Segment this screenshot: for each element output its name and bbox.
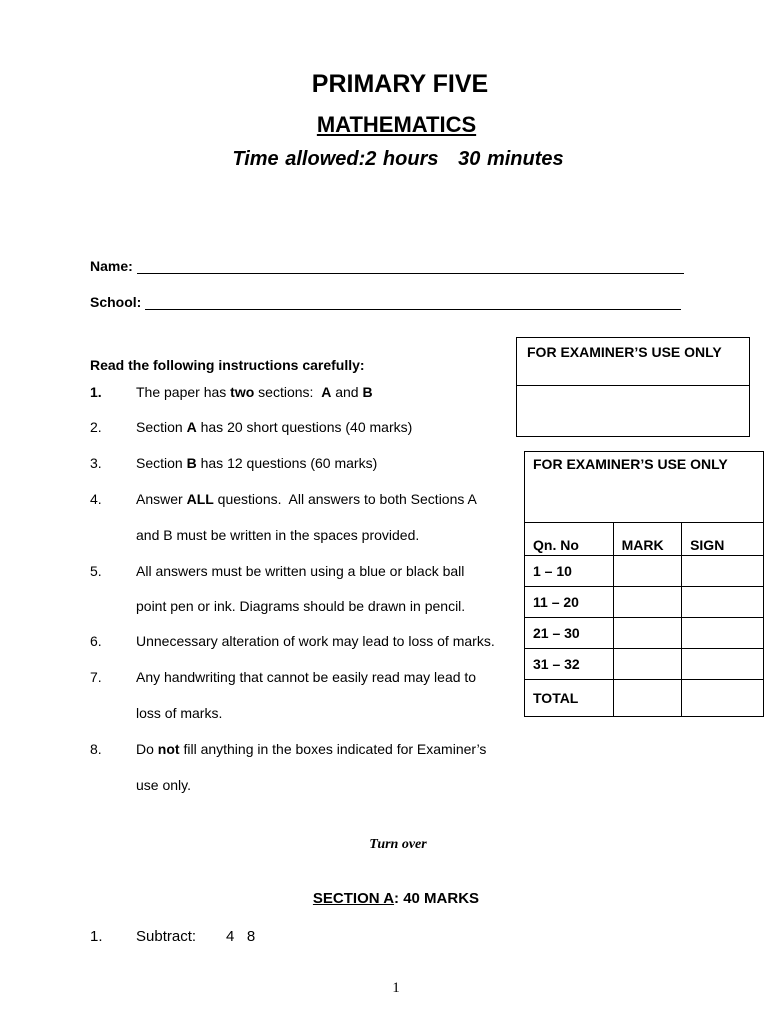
instruction-number: 4. [90, 491, 102, 507]
instruction-line: Unnecessary alteration of work may lead to loss of marks. [136, 633, 495, 649]
question-value: 4 8 [226, 928, 256, 945]
emphasis-text: B [186, 455, 197, 471]
instruction-number: 3. [90, 455, 102, 471]
instruction-line: Answer ALL questions. All answers to both Sections A [136, 491, 477, 507]
mark-cell[interactable] [613, 649, 681, 680]
row-label: 31 – 32 [525, 649, 614, 680]
question-text: Subtract: [136, 928, 197, 945]
instruction-line: use only. [136, 777, 191, 793]
emphasis-text: A [321, 384, 332, 400]
examiner-box-label: FOR EXAMINER’S USE ONLY [517, 338, 749, 386]
page-number: 1 [392, 980, 400, 996]
name-label: Name: [90, 258, 133, 274]
row-label: 21 – 30 [525, 618, 614, 649]
instruction-line: loss of marks. [136, 705, 223, 721]
sign-cell[interactable] [682, 649, 764, 680]
instruction-line: Do not fill anything in the boxes indicated for Examiner’s [136, 741, 487, 757]
instruction-number: 5. [90, 563, 102, 579]
section-a-heading [0, 890, 770, 907]
sign-cell[interactable] [682, 618, 764, 649]
instruction-line: Section A has 20 short questions (40 marks) [136, 419, 413, 435]
emphasis-text: two [230, 384, 255, 400]
emphasis-text: not [157, 741, 180, 757]
exam-level-title: PRIMARY FIVE [311, 70, 489, 98]
emphasis-text: B [362, 384, 373, 400]
mark-cell[interactable] [613, 680, 681, 717]
row-label: 1 – 10 [525, 556, 614, 587]
question-number: 1. [90, 928, 103, 945]
mark-cell[interactable] [613, 587, 681, 618]
sign-cell[interactable] [682, 587, 764, 618]
instructions-heading: Read the following instructions carefully: [90, 357, 365, 373]
instruction-line: Section B has 12 questions (60 marks) [136, 455, 378, 471]
instruction-number: 6. [90, 633, 102, 649]
column-header-mark: MARK [613, 523, 681, 556]
name-field[interactable] [90, 258, 684, 274]
school-field[interactable] [90, 294, 681, 310]
section-a-marks: : 40 MARKS [394, 890, 480, 907]
exam-subject-title: MATHEMATICS [316, 112, 477, 137]
school-label: School: [90, 294, 142, 310]
row-label: 11 – 20 [525, 587, 614, 618]
emphasis-text: A [186, 419, 197, 435]
instruction-number: 2. [90, 419, 102, 435]
sign-cell[interactable] [682, 680, 764, 717]
column-header-qn: Qn. No [525, 523, 614, 556]
emphasis-text: ALL [186, 491, 214, 507]
section-a-title: SECTION A [312, 890, 395, 907]
turn-over-note: Turn over [369, 837, 427, 852]
examiner-box-space[interactable] [517, 386, 749, 435]
mark-cell[interactable] [613, 556, 681, 587]
instruction-line: Any handwriting that cannot be easily read may lead to [136, 669, 477, 685]
row-label-total: TOTAL [525, 680, 614, 717]
instruction-line: All answers must be written using a blue or black ball [136, 563, 465, 579]
instruction-line: and B must be written in the spaces provided. [136, 527, 420, 543]
instruction-number: 7. [90, 669, 102, 685]
instruction-line: The paper has two sections: A and B [136, 384, 373, 400]
table-title: FOR EXAMINER’S USE ONLY [525, 452, 764, 523]
instruction-number: 8. [90, 741, 102, 757]
school-line[interactable] [145, 297, 681, 310]
time-allowed: Time allowed:2 hours 30 minutes [232, 148, 564, 170]
examiner-marks-table [524, 451, 764, 717]
examiner-box [516, 337, 750, 437]
instruction-number: 1. [90, 384, 102, 400]
column-header-sign: SIGN [682, 523, 764, 556]
instruction-line: point pen or ink. Diagrams should be drawn in pencil. [136, 598, 466, 614]
sign-cell[interactable] [682, 556, 764, 587]
mark-cell[interactable] [613, 618, 681, 649]
name-line[interactable] [137, 261, 684, 274]
